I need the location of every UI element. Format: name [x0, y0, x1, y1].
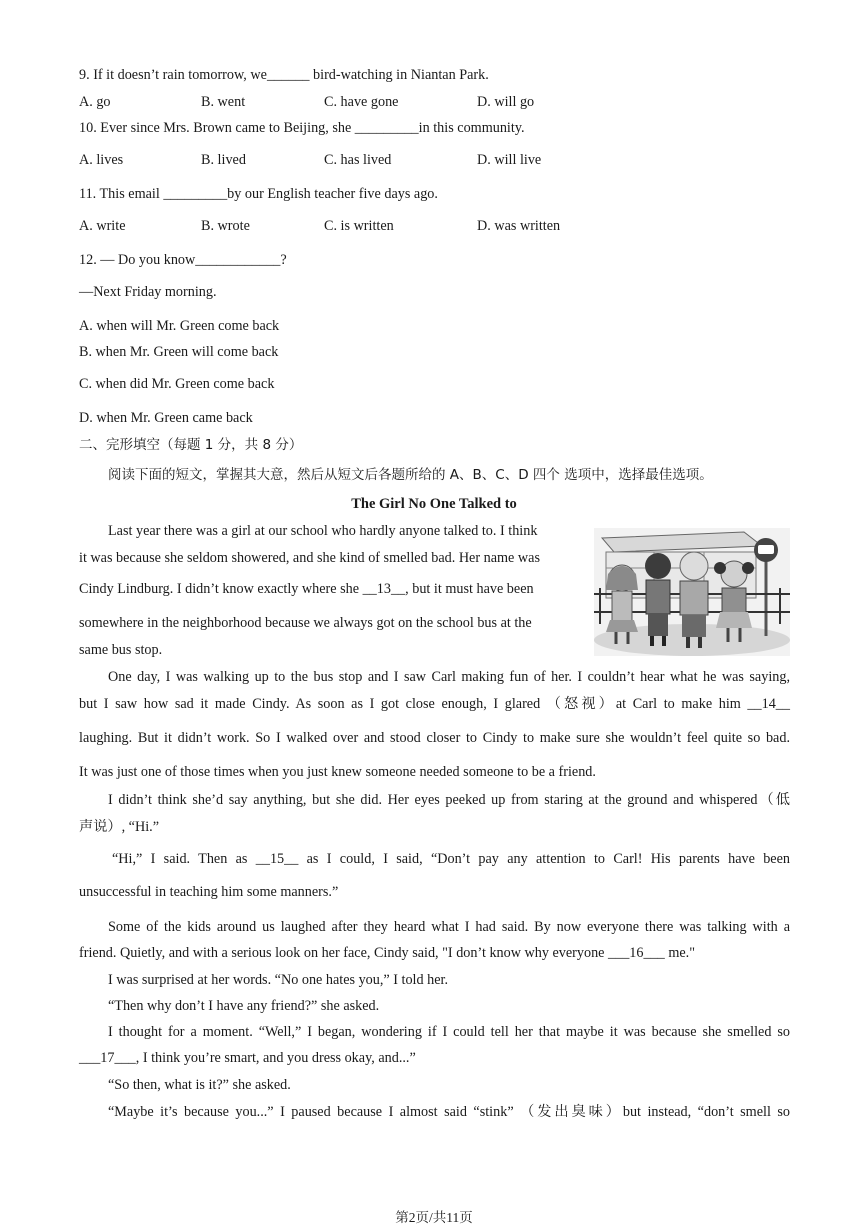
passage-line: but I saw how sad it made Cindy. As soon as I got close enough, I glared （怒视）at Carl to make him __14__	[79, 696, 790, 712]
passage-line: it was because she seldom showered, and she kind of smelled bad. Her name was	[79, 550, 540, 566]
question-11-stem: 11. This email _________by our English teacher five days ago.	[79, 186, 438, 202]
question-10-stem: 10. Ever since Mrs. Brown came to Beijing, she _________in this community.	[79, 120, 525, 136]
passage-line: Cindy Lindburg. I didn’t know exactly where she __13__, but it must have been	[79, 581, 534, 597]
passage-line: “So then, what is it?” she asked.	[108, 1077, 291, 1093]
q9-option-b: B. went	[201, 94, 246, 110]
question-12-reply: —Next Friday morning.	[79, 284, 217, 300]
passage-line: 声说）, “Hi.”	[79, 819, 159, 835]
passage-line: Last year there was a girl at our school who hardly anyone talked to. I think	[108, 523, 538, 539]
q11-option-c: C. is written	[324, 218, 394, 234]
passage-line: somewhere in the neighborhood because we always got on the school bus at the	[79, 615, 532, 631]
q12-option-c: C. when did Mr. Green come back	[79, 376, 275, 392]
passage-line: One day, I was walking up to the bus stop and I saw Carl making fun of her. I couldn’t hear what he was saying,	[108, 669, 790, 685]
q10-option-d: D. will live	[477, 152, 542, 168]
passage-line: “Then why don’t I have any friend?” she asked.	[108, 998, 380, 1014]
q12-option-a: A. when will Mr. Green come back	[79, 318, 280, 334]
q11-option-d: D. was written	[477, 218, 561, 234]
passage-line: I thought for a moment. “Well,” I began, wondering if I could tell her that maybe it was because she smelled so	[108, 1024, 790, 1040]
q10-option-b: B. lived	[201, 152, 246, 168]
children-bus-stop-illustration	[594, 528, 790, 656]
passage-line: laughing. But it didn’t work. So I walked over and stood closer to Cindy to make sure she wouldn’t feel quite so bad.	[79, 730, 790, 746]
q11-option-b: B. wrote	[201, 218, 250, 234]
q12-option-d: D. when Mr. Green came back	[79, 410, 253, 426]
page-number: 第2页/共11页	[395, 1210, 473, 1225]
q9-option-c: C. have gone	[324, 94, 399, 110]
passage-line: I didn’t think she’d say anything, but she did. Her eyes peeked up from staring at the ground and whispered（低	[108, 792, 790, 808]
q9-option-a: A. go	[79, 94, 111, 110]
passage-line: “Maybe it’s because you...” I paused because I almost said “stink” （发出臭味）but instead, “don’t smell so	[108, 1104, 790, 1120]
passage-line: It was just one of those times when you just knew someone needed someone to be a friend.	[79, 764, 596, 780]
passage-line: “Hi,” I said. Then as __15__ as I could, I said, “Don’t pay any attention to Carl! His parents have been	[112, 851, 790, 867]
q11-option-a: A. write	[79, 218, 126, 234]
question-12-stem: 12. — Do you know____________?	[79, 252, 287, 268]
q12-option-b: B. when Mr. Green will come back	[79, 344, 279, 360]
passage-line: same bus stop.	[79, 642, 163, 658]
q10-option-c: C. has lived	[324, 152, 392, 168]
passage-line: Some of the kids around us laughed after they heard what I had said. By now everyone there was talking with a	[108, 919, 790, 935]
section-heading: 二、完形填空（每题 1 分，共 8 分）	[79, 437, 303, 453]
passage-line: unsuccessful in teaching him some manners.”	[79, 884, 339, 900]
passage-line: friend. Quietly, and with a serious look on her face, Cindy said, "I don’t know why everyone ___16___ me."	[79, 945, 695, 961]
passage-title: The Girl No One Talked to	[351, 496, 517, 512]
q9-option-d: D. will go	[477, 94, 535, 110]
passage-line: I was surprised at her words. “No one hates you,” I told her.	[108, 972, 449, 988]
passage-line: ___17___, I think you’re smart, and you dress okay, and...”	[79, 1050, 416, 1066]
q10-option-a: A. lives	[79, 152, 124, 168]
section-instruction: 阅读下面的短文，掌握其大意，然后从短文后各题所给的 A、B、C、D 四个 选项中，选择最佳选项。	[108, 467, 713, 483]
question-9-stem: 9. If it doesn’t rain tomorrow, we______ bird-watching in Niantan Park.	[79, 67, 489, 83]
